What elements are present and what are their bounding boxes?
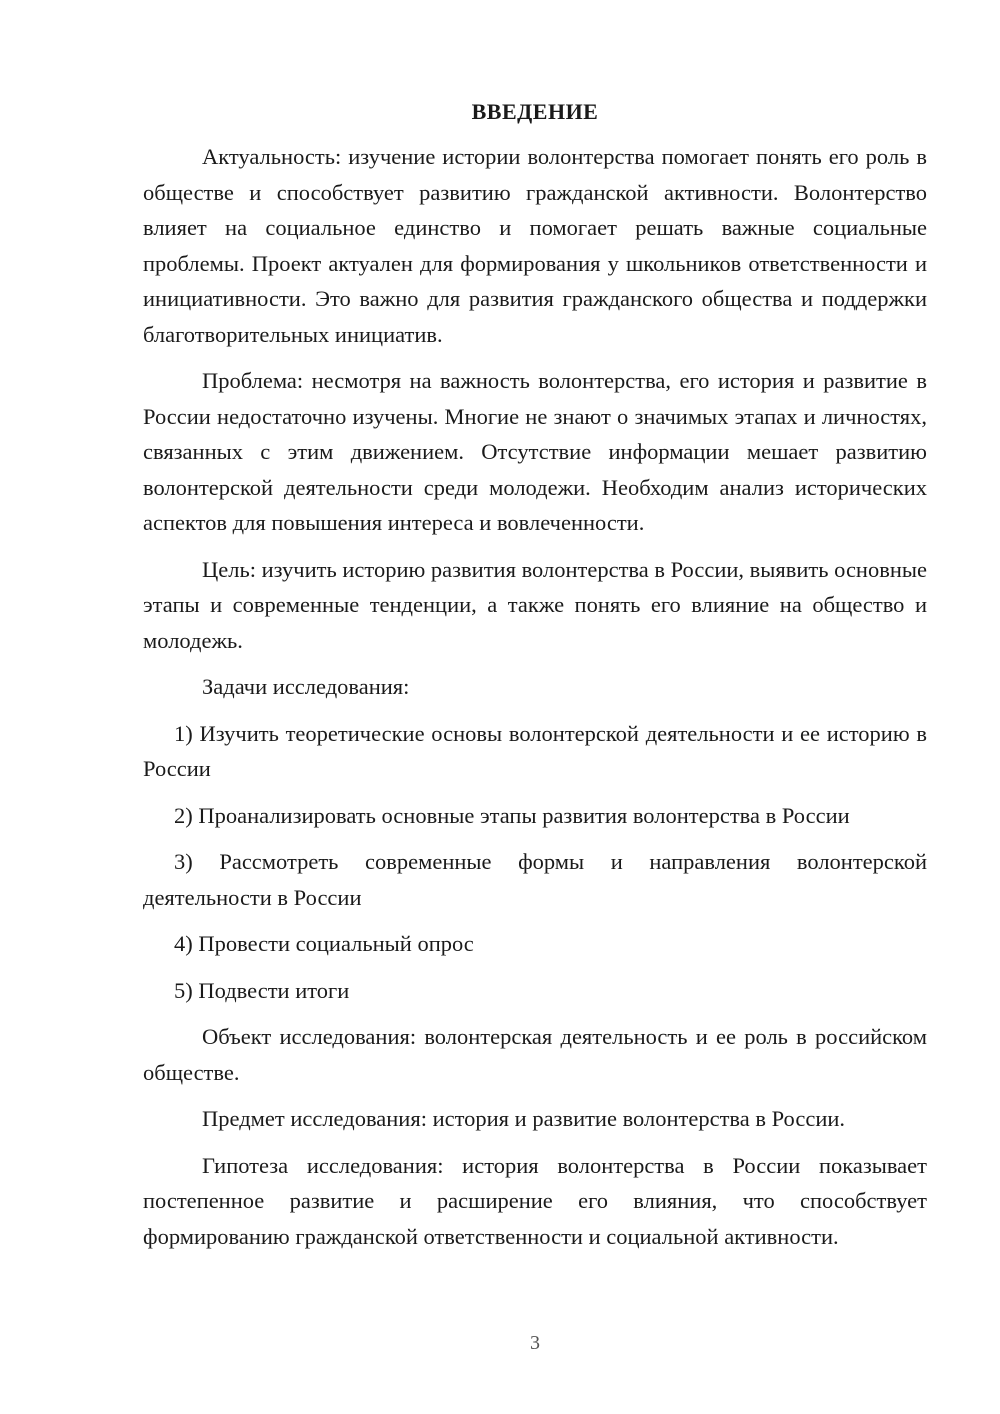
task-item-2: 2) Проанализировать основные этапы развития волонтерства в России — [174, 802, 850, 828]
paragraph-hypothesis: Гипотеза исследования: история волонтерства в России показывает постепенное развитие и расширение его влияния, что способствует формированию гражданской ответственности и социальной активности. — [143, 1152, 927, 1249]
task-item-5: 5) Подвести итоги — [174, 977, 350, 1003]
task-item-3: 3) Рассмотреть современные формы и направления волонтерской деятельности в России — [143, 849, 927, 910]
paragraph-goal: Цель: изучить историю развития волонтерства в России, выявить основные этапы и современные тенденции, а также понять его влияние на общество и молодежь. — [143, 556, 927, 653]
page-number: 3 — [530, 1332, 540, 1354]
paragraph-problem: Проблема: несмотря на важность волонтерства, его история и развитие в России недостаточно изучены. Многие не знают о значимых этапах и личностях, связанных с этим движением. Отсутствие информации мешает развитию волонтерской деятельности среди молодежи. Необходим анализ исторических аспектов для повышения интереса и вовлеченности. — [143, 368, 927, 535]
page-body — [143, 95, 927, 1265]
task-item-1: 1) Изучить теоретические основы волонтерской деятельности и ее историю в России — [143, 720, 927, 781]
paragraph-relevance: Актуальность: изучение истории волонтерства помогает понять его роль в обществе и способствует развитию гражданской активности. Волонтерство влияет на социальное единство и помогает решать важные социальные проблемы. Проект актуален для формирования у школьников ответственности и инициативности. Это важно для развития гражданского общества и поддержки благотворительных инициатив. — [143, 144, 927, 347]
paragraph-object: Объект исследования: волонтерская деятельность и ее роль в российском обществе. — [143, 1024, 927, 1085]
tasks-heading: Задачи исследования: — [202, 674, 410, 699]
task-item-4: 4) Провести социальный опрос — [174, 931, 474, 956]
page-title: ВВЕДЕНИЕ — [471, 99, 599, 124]
paragraph-subject: Предмет исследования: история и развитие волонтерства в России. — [202, 1106, 846, 1131]
